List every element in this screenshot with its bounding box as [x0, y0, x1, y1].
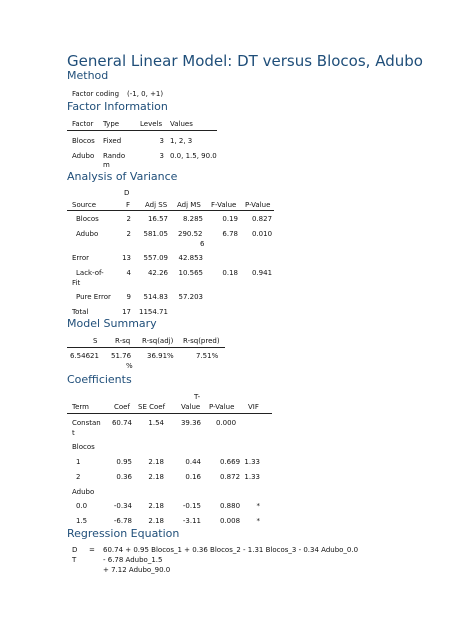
col-header-adjms: Adj MS [177, 201, 201, 209]
cell-vif: * [256, 502, 260, 510]
cell-coef: -0.34 [113, 502, 132, 510]
cell-vif: * [256, 517, 260, 525]
cell-secoef: 2.18 [148, 473, 164, 481]
cell-rsq: 51.76 [111, 352, 132, 360]
cell-source: Error [72, 254, 90, 262]
cell-source: Blocos [76, 215, 99, 223]
cell-term: 2 [76, 473, 81, 481]
cell-rsq-adj: 36.91% [147, 352, 174, 360]
cell-term-wrap: t [72, 429, 75, 437]
cell-pvalue: 0.008 [220, 517, 241, 525]
equation-equals: = [89, 546, 95, 554]
col-header-levels: Levels [140, 120, 163, 128]
cell-source-wrap: Fit [72, 279, 81, 287]
cell-adjss: 557.09 [143, 254, 168, 262]
factor-info-heading: Factor Information [67, 100, 168, 113]
cell-adjms-wrap: 6 [200, 240, 205, 248]
cell-tvalue: 0.44 [185, 458, 201, 466]
cell-pvalue: 0.880 [220, 502, 241, 510]
cell-df: 2 [126, 230, 131, 238]
cell-values: 1, 2, 3 [170, 137, 193, 145]
cell-term: 0.0 [76, 502, 88, 510]
col-header-vif: VIF [248, 403, 259, 411]
method-heading: Method [67, 69, 109, 82]
cell-df: 17 [122, 308, 131, 316]
cell-rsq-wrap: % [126, 362, 133, 370]
cell-type-wrap: m [103, 161, 110, 169]
cell-tvalue: -3.11 [182, 517, 201, 525]
cell-tvalue: 39.36 [180, 419, 201, 427]
cell-adjms: 290.52 [178, 230, 203, 238]
cell-tvalue: 0.16 [185, 473, 201, 481]
table-rule [67, 210, 274, 211]
cell-pvalue: 0.010 [252, 230, 273, 238]
cell-pvalue: 0.000 [216, 419, 237, 427]
cell-s: 6.54621 [70, 352, 99, 360]
cell-fvalue: 0.19 [222, 215, 238, 223]
cell-vif: 1.33 [244, 473, 260, 481]
col-header-rsq-pred: R-sq(pred) [183, 337, 220, 345]
anova-heading: Analysis of Variance [67, 170, 178, 183]
cell-vif: 1.33 [244, 458, 260, 466]
cell-coef: 60.74 [111, 419, 132, 427]
cell-coef: 0.36 [116, 473, 132, 481]
cell-source: Lack-of- [76, 269, 104, 277]
col-header-rsq-adj: R-sq(adj) [142, 337, 174, 345]
cell-adjss: 1154.71 [139, 308, 168, 316]
table-rule [67, 413, 272, 414]
cell-source: Total [72, 308, 89, 316]
regression-heading: Regression Equation [67, 527, 180, 540]
cell-levels: 3 [159, 137, 164, 145]
cell-factor: Adubo [72, 152, 95, 160]
col-header-secoef: SE Coef [138, 403, 166, 411]
cell-levels: 3 [159, 152, 164, 160]
cell-type: Rando [103, 152, 126, 160]
cell-secoef: 2.18 [148, 517, 164, 525]
cell-tvalue: -0.15 [182, 502, 201, 510]
equation-line-2: - 6.78 Adubo_1.5 [103, 556, 163, 564]
cell-source: Pure Error [76, 293, 111, 301]
model-summary-heading: Model Summary [67, 317, 157, 330]
cell-df: 4 [126, 269, 131, 277]
cell-adjss: 581.05 [143, 230, 168, 238]
table-rule [67, 347, 225, 348]
cell-pvalue: 0.827 [252, 215, 273, 223]
col-header-rsq: R-sq [115, 337, 131, 345]
cell-adjss: 514.83 [143, 293, 168, 301]
cell-adjms: 8.285 [182, 215, 203, 223]
group-label-adubo: Adubo [72, 488, 95, 496]
cell-pvalue: 0.669 [220, 458, 241, 466]
cell-df: 2 [126, 215, 131, 223]
group-label-blocos: Blocos [72, 443, 95, 451]
cell-fvalue: 6.78 [222, 230, 238, 238]
col-header-df: D [124, 189, 130, 197]
cell-df: 9 [126, 293, 131, 301]
equation-lhs: D [72, 546, 78, 554]
cell-term: 1.5 [76, 517, 88, 525]
col-header-values: Values [170, 120, 193, 128]
coefficients-heading: Coefficients [67, 373, 132, 386]
cell-type: Fixed [103, 137, 122, 145]
col-header-coef: Coef [114, 403, 130, 411]
factor-coding-label: Factor coding [72, 90, 120, 98]
cell-coef: 0.95 [116, 458, 132, 466]
cell-rsq-pred: 7.51% [196, 352, 219, 360]
col-header-df-wrap: F [126, 201, 131, 209]
page-title: General Linear Model: DT versus Blocos, Adubo [67, 52, 423, 70]
cell-secoef: 2.18 [148, 458, 164, 466]
cell-adjss: 16.57 [147, 215, 168, 223]
table-rule [67, 130, 217, 131]
col-header-tvalue-wrap: Value [181, 403, 201, 411]
col-header-source: Source [72, 201, 97, 209]
cell-term: 1 [76, 458, 81, 466]
cell-secoef: 2.18 [148, 502, 164, 510]
cell-adjms: 42.853 [178, 254, 203, 262]
cell-fvalue: 0.18 [222, 269, 238, 277]
col-header-adjss: Adj SS [145, 201, 168, 209]
col-header-factor: Factor [72, 120, 94, 128]
col-header-s: S [93, 337, 98, 345]
cell-adjms: 57.203 [178, 293, 203, 301]
equation-lhs-wrap: T [72, 556, 77, 564]
col-header-pvalue: P-Value [245, 201, 271, 209]
cell-adjms: 10.565 [178, 269, 203, 277]
cell-term: Constan [72, 419, 101, 427]
cell-values: 0.0, 1.5, 90.0 [170, 152, 217, 160]
cell-pvalue: 0.872 [220, 473, 241, 481]
col-header-type: Type [103, 120, 120, 128]
equation-line-1: 60.74 + 0.95 Blocos_1 + 0.36 Blocos_2 - 1.31 Blocos_3 - 0.34 Adubo_0.0 [103, 546, 359, 554]
cell-df: 13 [122, 254, 131, 262]
col-header-fvalue: F-Value [211, 201, 237, 209]
cell-pvalue: 0.941 [252, 269, 273, 277]
cell-coef: -6.78 [113, 517, 132, 525]
col-header-pvalue: P-Value [209, 403, 235, 411]
col-header-tvalue: T- [194, 393, 201, 401]
equation-line-3: + 7.12 Adubo_90.0 [103, 566, 171, 574]
cell-secoef: 1.54 [148, 419, 164, 427]
factor-coding-value: (-1, 0, +1) [127, 90, 164, 98]
cell-source: Adubo [76, 230, 99, 238]
cell-adjss: 42.26 [147, 269, 168, 277]
col-header-term: Term [72, 403, 89, 411]
cell-factor: Blocos [72, 137, 95, 145]
